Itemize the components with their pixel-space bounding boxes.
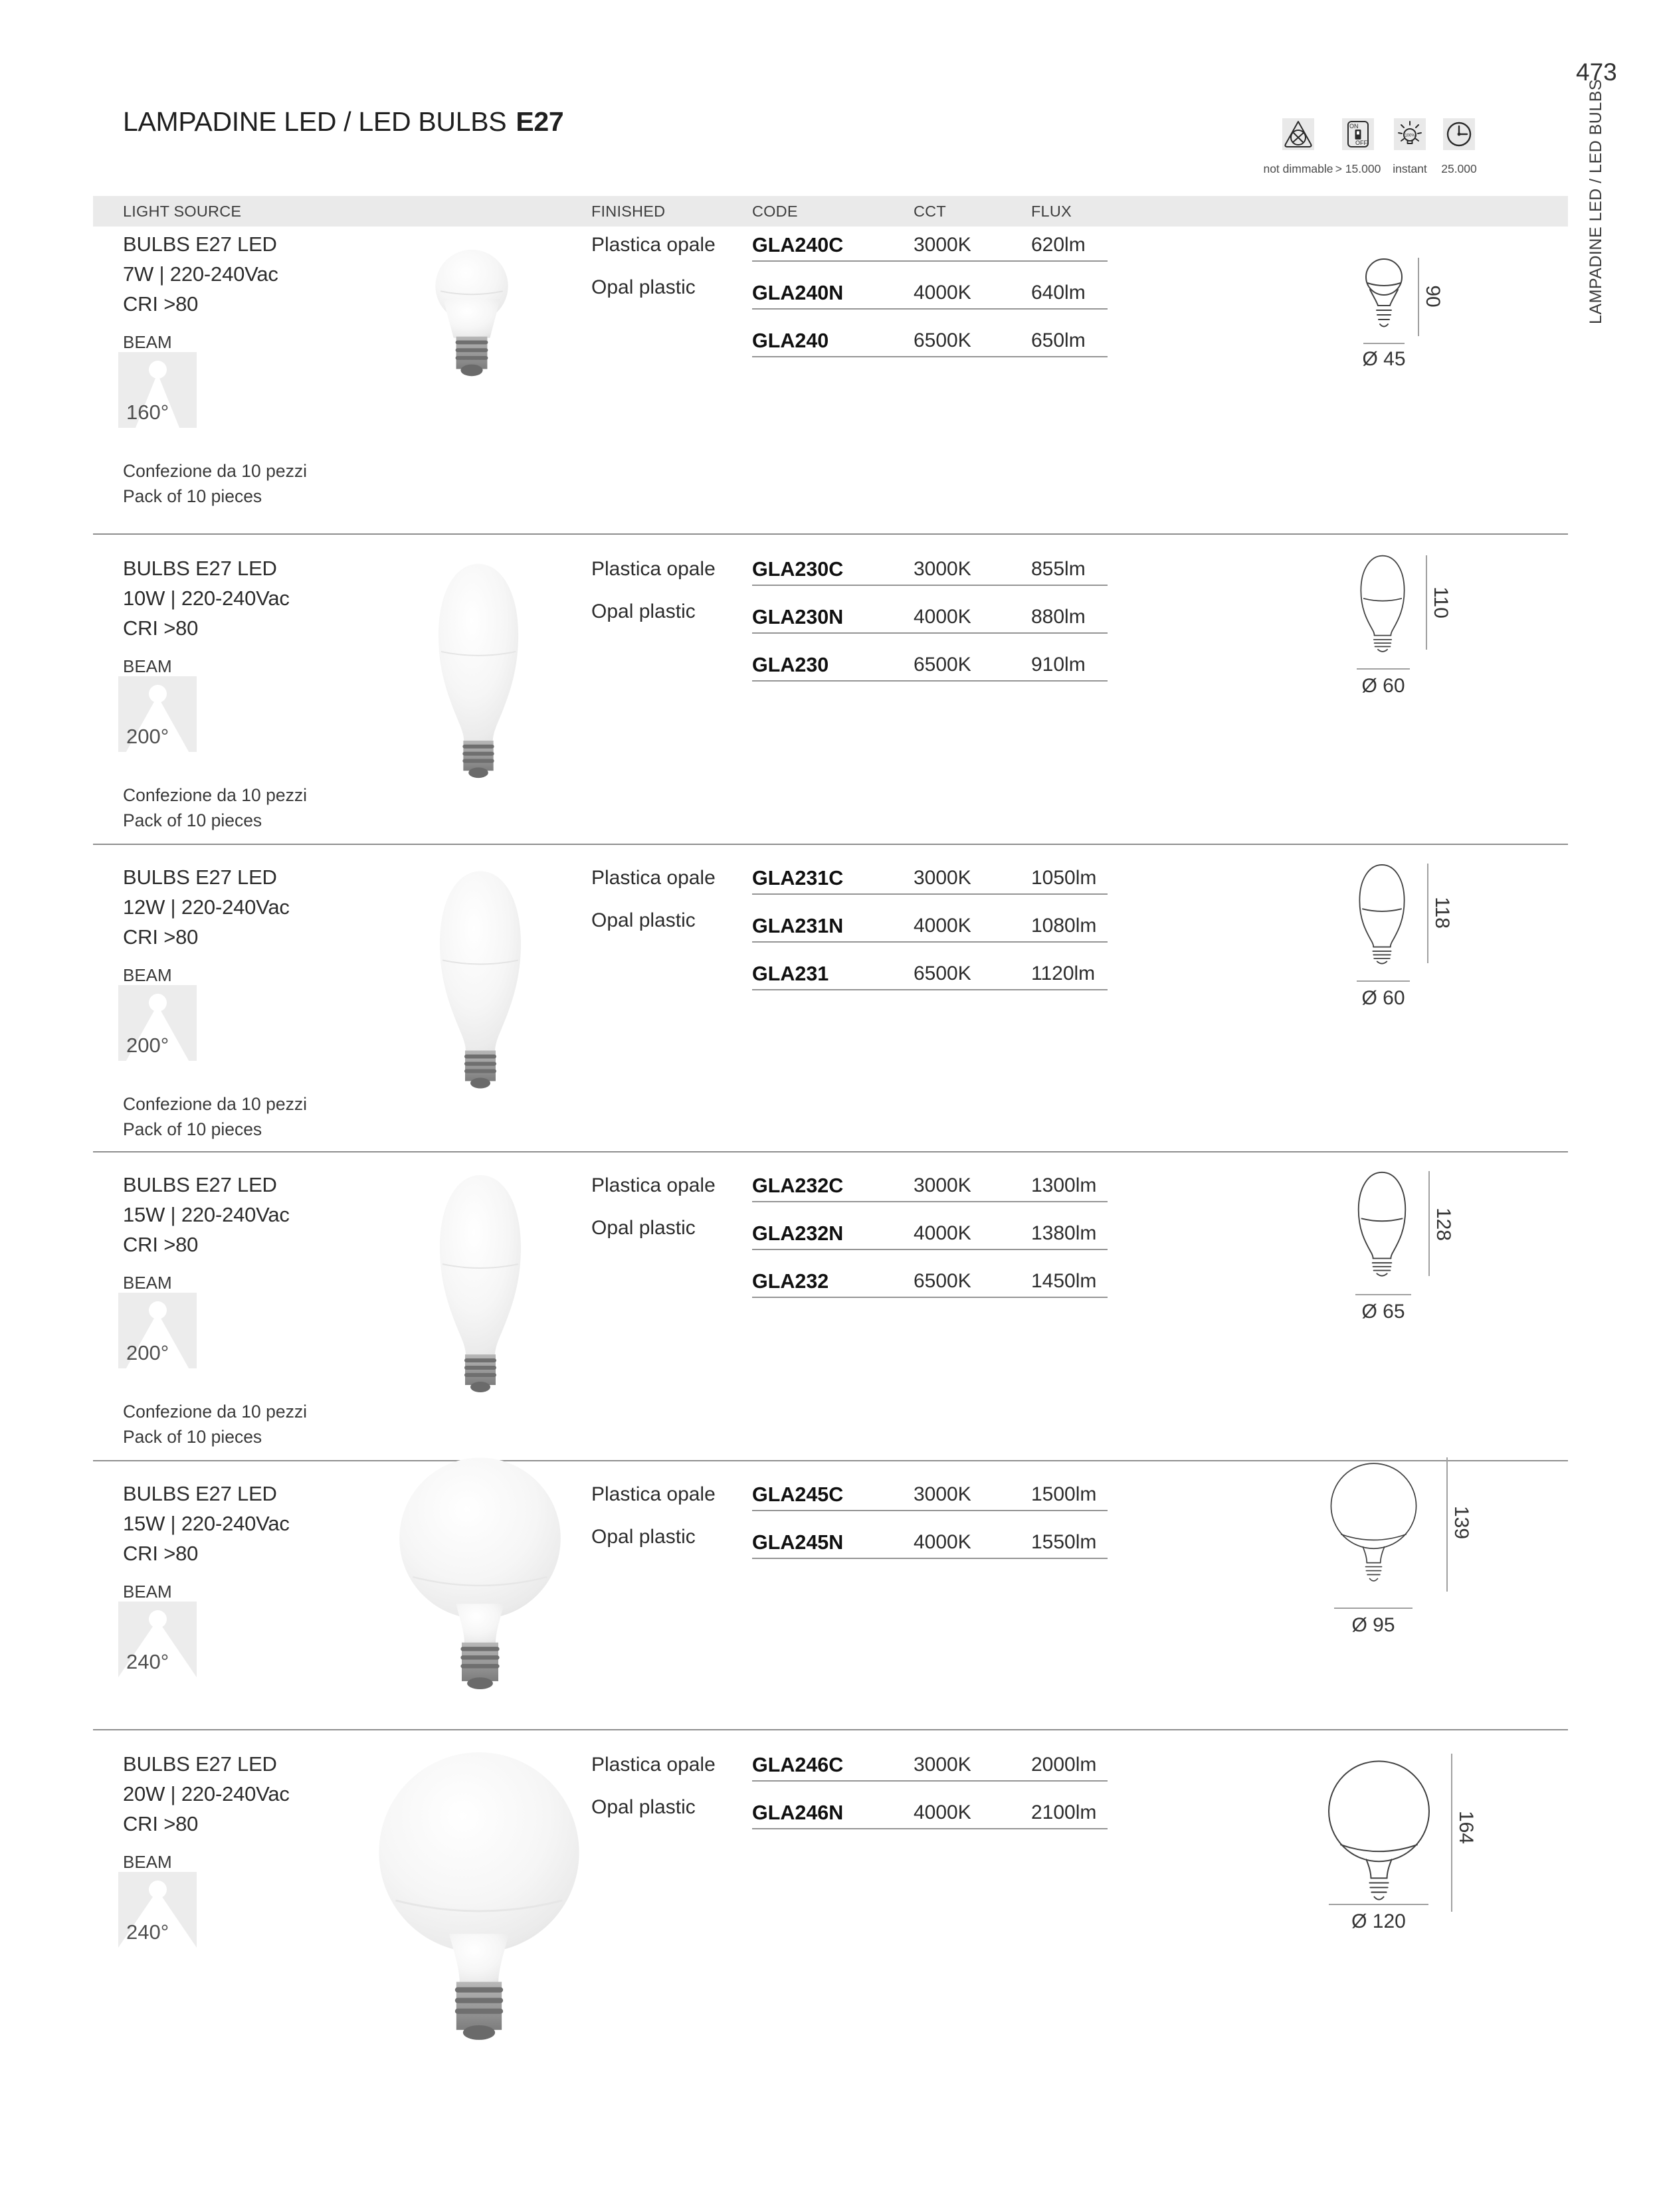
beam-icon [118,352,197,428]
dimension-drawing [1361,256,1407,337]
code-separator [752,989,1108,990]
flux-cell: 1450lm [1031,1270,1097,1292]
cct-cell: 3000K [914,1483,971,1505]
pack-line-it: Confezione da 10 pezzi [123,1094,307,1114]
beam-source-icon [149,361,167,379]
product-spec: 10W | 220-240Vac [123,587,290,610]
product-cri: CRI >80 [123,1233,199,1256]
code-cell: GLA232 [752,1270,829,1293]
flux-cell: 640lm [1031,282,1086,304]
col-light-source: LIGHT SOURCE [123,203,242,220]
dimension-drawing [1354,1170,1410,1278]
pack-line-it: Confezione da 10 pezzi [123,785,307,805]
flux-cell: 2100lm [1031,1801,1097,1823]
code-cell: GLA230C [752,558,844,581]
code-cell: GLA240C [752,234,844,256]
row-divider [93,533,1568,535]
code-separator [752,308,1108,310]
page-title-code: E27 [516,106,564,137]
pack-line-en: Pack of 10 pieces [123,810,262,830]
dimension-drawing [1326,1752,1432,1913]
not-dimmable-label: not dimmable [1263,162,1333,175]
dim-diameter-value: Ø 60 [1361,675,1405,697]
cct-cell: 4000K [914,282,971,304]
product-cri: CRI >80 [123,1812,199,1835]
cct-cell: 6500K [914,654,971,676]
bulb-photo [429,560,528,783]
flux-cell: 1500lm [1031,1483,1097,1505]
finish-it: Plastica opale [591,234,716,256]
svg-text:100%: 100% [1405,134,1415,138]
code-separator [752,1249,1108,1250]
beam-label: BEAM [123,1273,172,1293]
finish-en: Opal plastic [591,1796,696,1818]
product-name: BULBS E27 LED [123,866,277,889]
code-cell: GLA231N [752,915,844,937]
code-separator [752,1510,1108,1511]
product-spec: 7W | 220-240Vac [123,262,278,286]
pack-line-en: Pack of 10 pieces [123,486,262,506]
cct-cell: 6500K [914,329,971,351]
dim-height-value: 164 [1455,1810,1477,1845]
product-cri: CRI >80 [123,616,199,640]
dimension-drawing [1355,863,1409,966]
product-name: BULBS E27 LED [123,1173,277,1196]
bulb-photo [425,246,518,382]
beam-angle: 200° [126,1341,169,1364]
finish-en: Opal plastic [591,909,696,931]
flux-cell: 855lm [1031,558,1086,580]
product-spec: 12W | 220-240Vac [123,895,290,919]
dim-height-line [1418,258,1419,336]
flux-cell: 1380lm [1031,1222,1097,1244]
cct-cell: 4000K [914,915,971,937]
row-divider [93,1729,1568,1730]
dim-diameter-value: Ø 65 [1361,1301,1405,1323]
flux-cell: 650lm [1031,329,1086,351]
dim-height-value: 110 [1430,587,1452,618]
dim-height-value: 128 [1432,1207,1454,1242]
svg-text:ON: ON [1349,123,1359,130]
code-cell: GLA230 [752,654,829,676]
finish-it: Plastica opale [591,1483,716,1505]
pack-line-en: Pack of 10 pieces [123,1119,262,1139]
code-separator [752,1558,1108,1559]
dim-diameter-line [1363,343,1405,344]
pack-info [123,1091,307,1142]
lifetime-hours-icon [1443,118,1475,150]
page-title [123,106,563,138]
cct-cell: 6500K [914,963,971,984]
flux-cell: 1300lm [1031,1174,1097,1196]
flux-cell: 910lm [1031,654,1086,676]
product-name: BULBS E27 LED [123,557,277,580]
dimension-drawing [1357,554,1409,654]
flux-cell: 2000lm [1031,1754,1097,1776]
finish-en: Opal plastic [591,276,696,298]
beam-source-icon [149,994,167,1012]
cct-cell: 3000K [914,1174,971,1196]
flux-cell: 1550lm [1031,1531,1097,1553]
finish-it: Plastica opale [591,1174,716,1196]
cct-cell: 4000K [914,1531,971,1553]
switch-cycles-label: > 15.000 [1335,162,1381,175]
instant-light-icon [1394,118,1426,150]
cct-cell: 4000K [914,606,971,628]
dim-diameter-line [1355,1294,1411,1295]
beam-label: BEAM [123,965,172,985]
product-spec: 15W | 220-240Vac [123,1512,290,1535]
product-spec: 20W | 220-240Vac [123,1782,290,1805]
switch-cycles-icon [1342,118,1374,150]
beam-label: BEAM [123,1852,172,1872]
code-cell: GLA231C [752,867,844,889]
beam-angle: 200° [126,1034,169,1057]
col-cct: CCT [914,203,946,220]
dim-diameter-value: Ø 45 [1362,348,1406,370]
code-separator [752,1201,1108,1202]
dim-height-line [1446,1457,1448,1592]
flux-cell: 1120lm [1031,963,1096,984]
flux-cell: 1080lm [1031,915,1097,937]
beam-angle: 200° [126,725,169,748]
code-separator [752,260,1108,262]
beam-source-icon [149,1881,167,1898]
svg-text:OFF: OFF [1355,139,1367,146]
dim-diameter-line [1329,1904,1428,1905]
beam-label: BEAM [123,656,172,676]
beam-angle: 240° [126,1650,169,1673]
col-finished: FINISHED [591,203,666,220]
cct-cell: 3000K [914,1754,971,1776]
finish-it: Plastica opale [591,867,716,889]
beam-icon [118,676,197,752]
code-separator [752,1780,1108,1782]
flux-cell: 880lm [1031,606,1086,628]
flux-cell: 620lm [1031,234,1086,256]
product-cri: CRI >80 [123,1542,199,1565]
dim-diameter-line [1357,980,1410,982]
product-name: BULBS E27 LED [123,232,277,256]
col-code: CODE [752,203,798,220]
dim-height-value: 90 [1422,285,1444,308]
code-separator [752,1297,1108,1298]
code-cell: GLA245C [752,1483,844,1506]
beam-icon [118,1293,197,1368]
code-cell: GLA246N [752,1801,844,1824]
pack-info [123,783,307,833]
pack-line-en: Pack of 10 pieces [123,1427,262,1447]
pack-line-it: Confezione da 10 pezzi [123,1402,307,1422]
dimension-drawing [1329,1456,1418,1592]
pack-info [123,458,307,509]
product-name: BULBS E27 LED [123,1752,277,1776]
cct-cell: 4000K [914,1801,971,1823]
code-separator [752,1828,1108,1829]
product-spec: 15W | 220-240Vac [123,1203,290,1226]
product-name: BULBS E27 LED [123,1482,277,1505]
dim-diameter-line [1357,668,1410,670]
dim-diameter-line [1334,1608,1413,1609]
finish-it: Plastica opale [591,558,716,580]
pack-line-it: Confezione da 10 pezzi [123,461,307,481]
code-separator [752,941,1108,943]
beam-source-icon [149,1610,167,1628]
finish-en: Opal plastic [591,600,696,622]
row-divider [93,1151,1568,1152]
dim-height-value: 139 [1450,1505,1472,1540]
side-tab-label: LAMPADINE LED / LED BULBS [1587,78,1605,324]
code-separator [752,680,1108,682]
cct-cell: 4000K [914,1222,971,1244]
code-separator [752,893,1108,895]
beam-icon [118,985,197,1061]
not-dimmable-icon [1282,118,1314,150]
dim-diameter-value: Ø 95 [1351,1614,1395,1636]
bulb-photo [431,1171,530,1397]
code-cell: GLA245N [752,1531,844,1554]
beam-angle: 160° [126,401,169,424]
product-cri: CRI >80 [123,292,199,316]
page-title-text: LAMPADINE LED / LED BULBS [123,106,507,137]
dim-height-line [1428,1171,1430,1276]
beam-angle: 240° [126,1920,169,1944]
code-cell: GLA240 [752,329,829,352]
beam-label: BEAM [123,332,172,352]
finish-it: Plastica opale [591,1754,716,1776]
dim-height-line [1451,1754,1452,1912]
bulb-photo [431,866,530,1095]
cct-cell: 6500K [914,1270,971,1292]
code-cell: GLA232C [752,1174,844,1197]
dim-diameter-value: Ø 60 [1361,987,1405,1009]
bulb-photo [389,1453,571,1701]
dim-height-line [1426,555,1427,650]
beam-icon [118,1602,197,1677]
code-cell: GLA230N [752,606,844,628]
table-header [93,196,1568,227]
cct-cell: 3000K [914,558,971,580]
product-cri: CRI >80 [123,925,199,949]
code-separator [752,356,1108,357]
col-flux: FLUX [1031,203,1072,220]
code-separator [752,585,1108,586]
code-cell: GLA231 [752,963,829,985]
flux-cell: 1050lm [1031,867,1097,889]
finish-en: Opal plastic [591,1526,696,1548]
instant-light-label: instant [1393,162,1427,175]
code-cell: GLA232N [752,1222,844,1245]
code-cell: GLA240N [752,282,844,304]
lifetime-hours-label: 25.000 [1441,162,1477,175]
beam-label: BEAM [123,1582,172,1602]
cct-cell: 3000K [914,234,971,256]
row-divider [93,844,1568,845]
cct-cell: 3000K [914,867,971,889]
dim-diameter-value: Ø 120 [1351,1910,1406,1932]
beam-source-icon [149,1301,167,1319]
code-cell: GLA246C [752,1754,844,1776]
dim-height-value: 118 [1431,897,1453,929]
bulb-photo [373,1747,585,2054]
dim-height-line [1427,864,1428,963]
code-separator [752,632,1108,634]
beam-icon [118,1872,197,1948]
pack-info [123,1399,307,1449]
finish-en: Opal plastic [591,1217,696,1239]
beam-source-icon [149,685,167,703]
page-number: 473 [1576,58,1617,86]
